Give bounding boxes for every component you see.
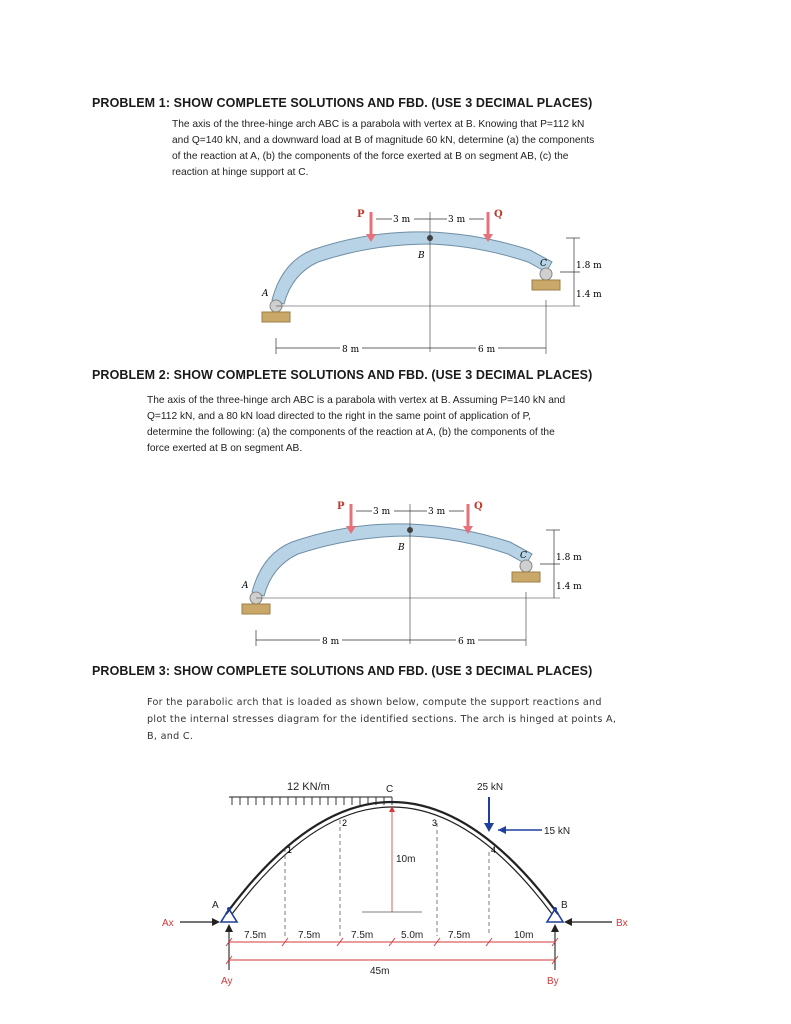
point-load-head [484, 823, 494, 832]
problem-1-line: The axis of the three-hinge arch ABC is a parabola with vertex at B. Knowing that P=112 kN [172, 119, 585, 130]
label-c: C [540, 259, 547, 269]
dim-top-right: 3 m [428, 507, 446, 517]
udl-arrows [232, 797, 392, 805]
dim-top-left: 3 m [373, 507, 391, 517]
reaction-bx-label: Bx [616, 918, 628, 929]
reaction-ay-head [225, 924, 233, 932]
reaction-ay-label: Ay [221, 976, 233, 987]
dim-span-right: 6 m [458, 637, 476, 647]
dim-span-right: 6 m [478, 345, 496, 355]
total-span-label: 45m [370, 966, 390, 977]
dim-span-left: 8 m [322, 637, 340, 647]
problem-3-heading: PROBLEM 3: SHOW COMPLETE SOLUTIONS AND FBD. (USE 3 DECIMAL PLACES) [92, 664, 593, 678]
problem-1-line: reaction at hinge support at C. [172, 167, 309, 178]
load-q-label: Q [474, 501, 483, 512]
problem-3-line: plot the internal stresses diagram for the identified sections. The arch is hinged at points A, [147, 714, 617, 725]
segment-dim: 7.5m [298, 930, 321, 941]
horizontal-load-head [498, 826, 506, 834]
hinge-b-label: B [561, 900, 568, 911]
section-label: 2 [342, 818, 348, 828]
load-q-label: Q [494, 209, 503, 220]
reaction-ax-head [212, 918, 220, 926]
reaction-by-label: By [547, 976, 559, 987]
segment-dim: 7.5m [448, 930, 471, 941]
rise-label: 10m [396, 854, 416, 865]
problem-1-heading: PROBLEM 1: SHOW COMPLETE SOLUTIONS AND FBD. (USE 3 DECIMAL PLACES) [92, 96, 593, 110]
segment-dim: 7.5m [244, 930, 267, 941]
problem-2-line: Q=112 kN, and a 80 kN load directed to the right in the same point of application of P, [147, 411, 531, 422]
hinge-a [227, 907, 231, 911]
load-p-label: P [337, 501, 345, 512]
section-guides [285, 820, 489, 936]
problem-2-line: determine the following: (a) the components of the reaction at A, (b) the components of the [147, 427, 555, 438]
label-a: A [262, 289, 269, 299]
problem-2-line: The axis of the three-hinge arch ABC is a parabola with vertex at B. Assuming P=140 kN and [147, 395, 566, 406]
problem-3-line: B, and C. [147, 731, 194, 742]
reaction-bx-head [564, 918, 572, 926]
segment-dim: 5.0m [401, 930, 424, 941]
load-p-label: P [357, 209, 365, 220]
horizontal-load-label: 15 kN [544, 826, 571, 837]
segment-dim: 7.5m [351, 930, 374, 941]
hinge-b [553, 907, 557, 911]
dim-rise-upper: 1.8 m [576, 261, 602, 271]
section-label: 1 [287, 845, 293, 855]
label-b: B [398, 543, 405, 553]
problem-2-heading: PROBLEM 2: SHOW COMPLETE SOLUTIONS AND FBD. (USE 3 DECIMAL PLACES) [92, 368, 593, 382]
hinge-a-label: A [212, 900, 219, 911]
point-load-label: 25 kN [477, 782, 504, 793]
problem-1-line: and Q=140 kN, and a downward load at B of magnitude 60 kN, determine (a) the components [172, 135, 595, 146]
hinge-c-label: C [386, 784, 394, 795]
udl-label: 12 KN/m [287, 781, 330, 793]
dim-span-left: 8 m [342, 345, 360, 355]
label-c: C [520, 551, 527, 561]
dim-top-right: 3 m [448, 215, 466, 225]
label-a: A [242, 581, 249, 591]
section-label: 3 [432, 818, 438, 828]
dim-rise-lower: 1.4 m [556, 582, 582, 592]
dim-rise-lower: 1.4 m [576, 290, 602, 300]
dim-top-left: 3 m [393, 215, 411, 225]
dim-rise-upper: 1.8 m [556, 553, 582, 563]
segment-dim: 10m [514, 930, 534, 941]
label-b: B [418, 251, 425, 261]
reaction-ax-label: Ax [162, 918, 174, 929]
reaction-by-head [551, 924, 559, 932]
section-label: 4 [491, 845, 497, 855]
problem-1-line: of the reaction at A, (b) the components of the force exerted at B on segment AB, (c) the [172, 151, 569, 162]
problem-3-line: For the parabolic arch that is loaded as shown below, compute the support reactions and [147, 697, 602, 708]
problem-2-line: force exerted at B on segment AB. [147, 443, 303, 454]
